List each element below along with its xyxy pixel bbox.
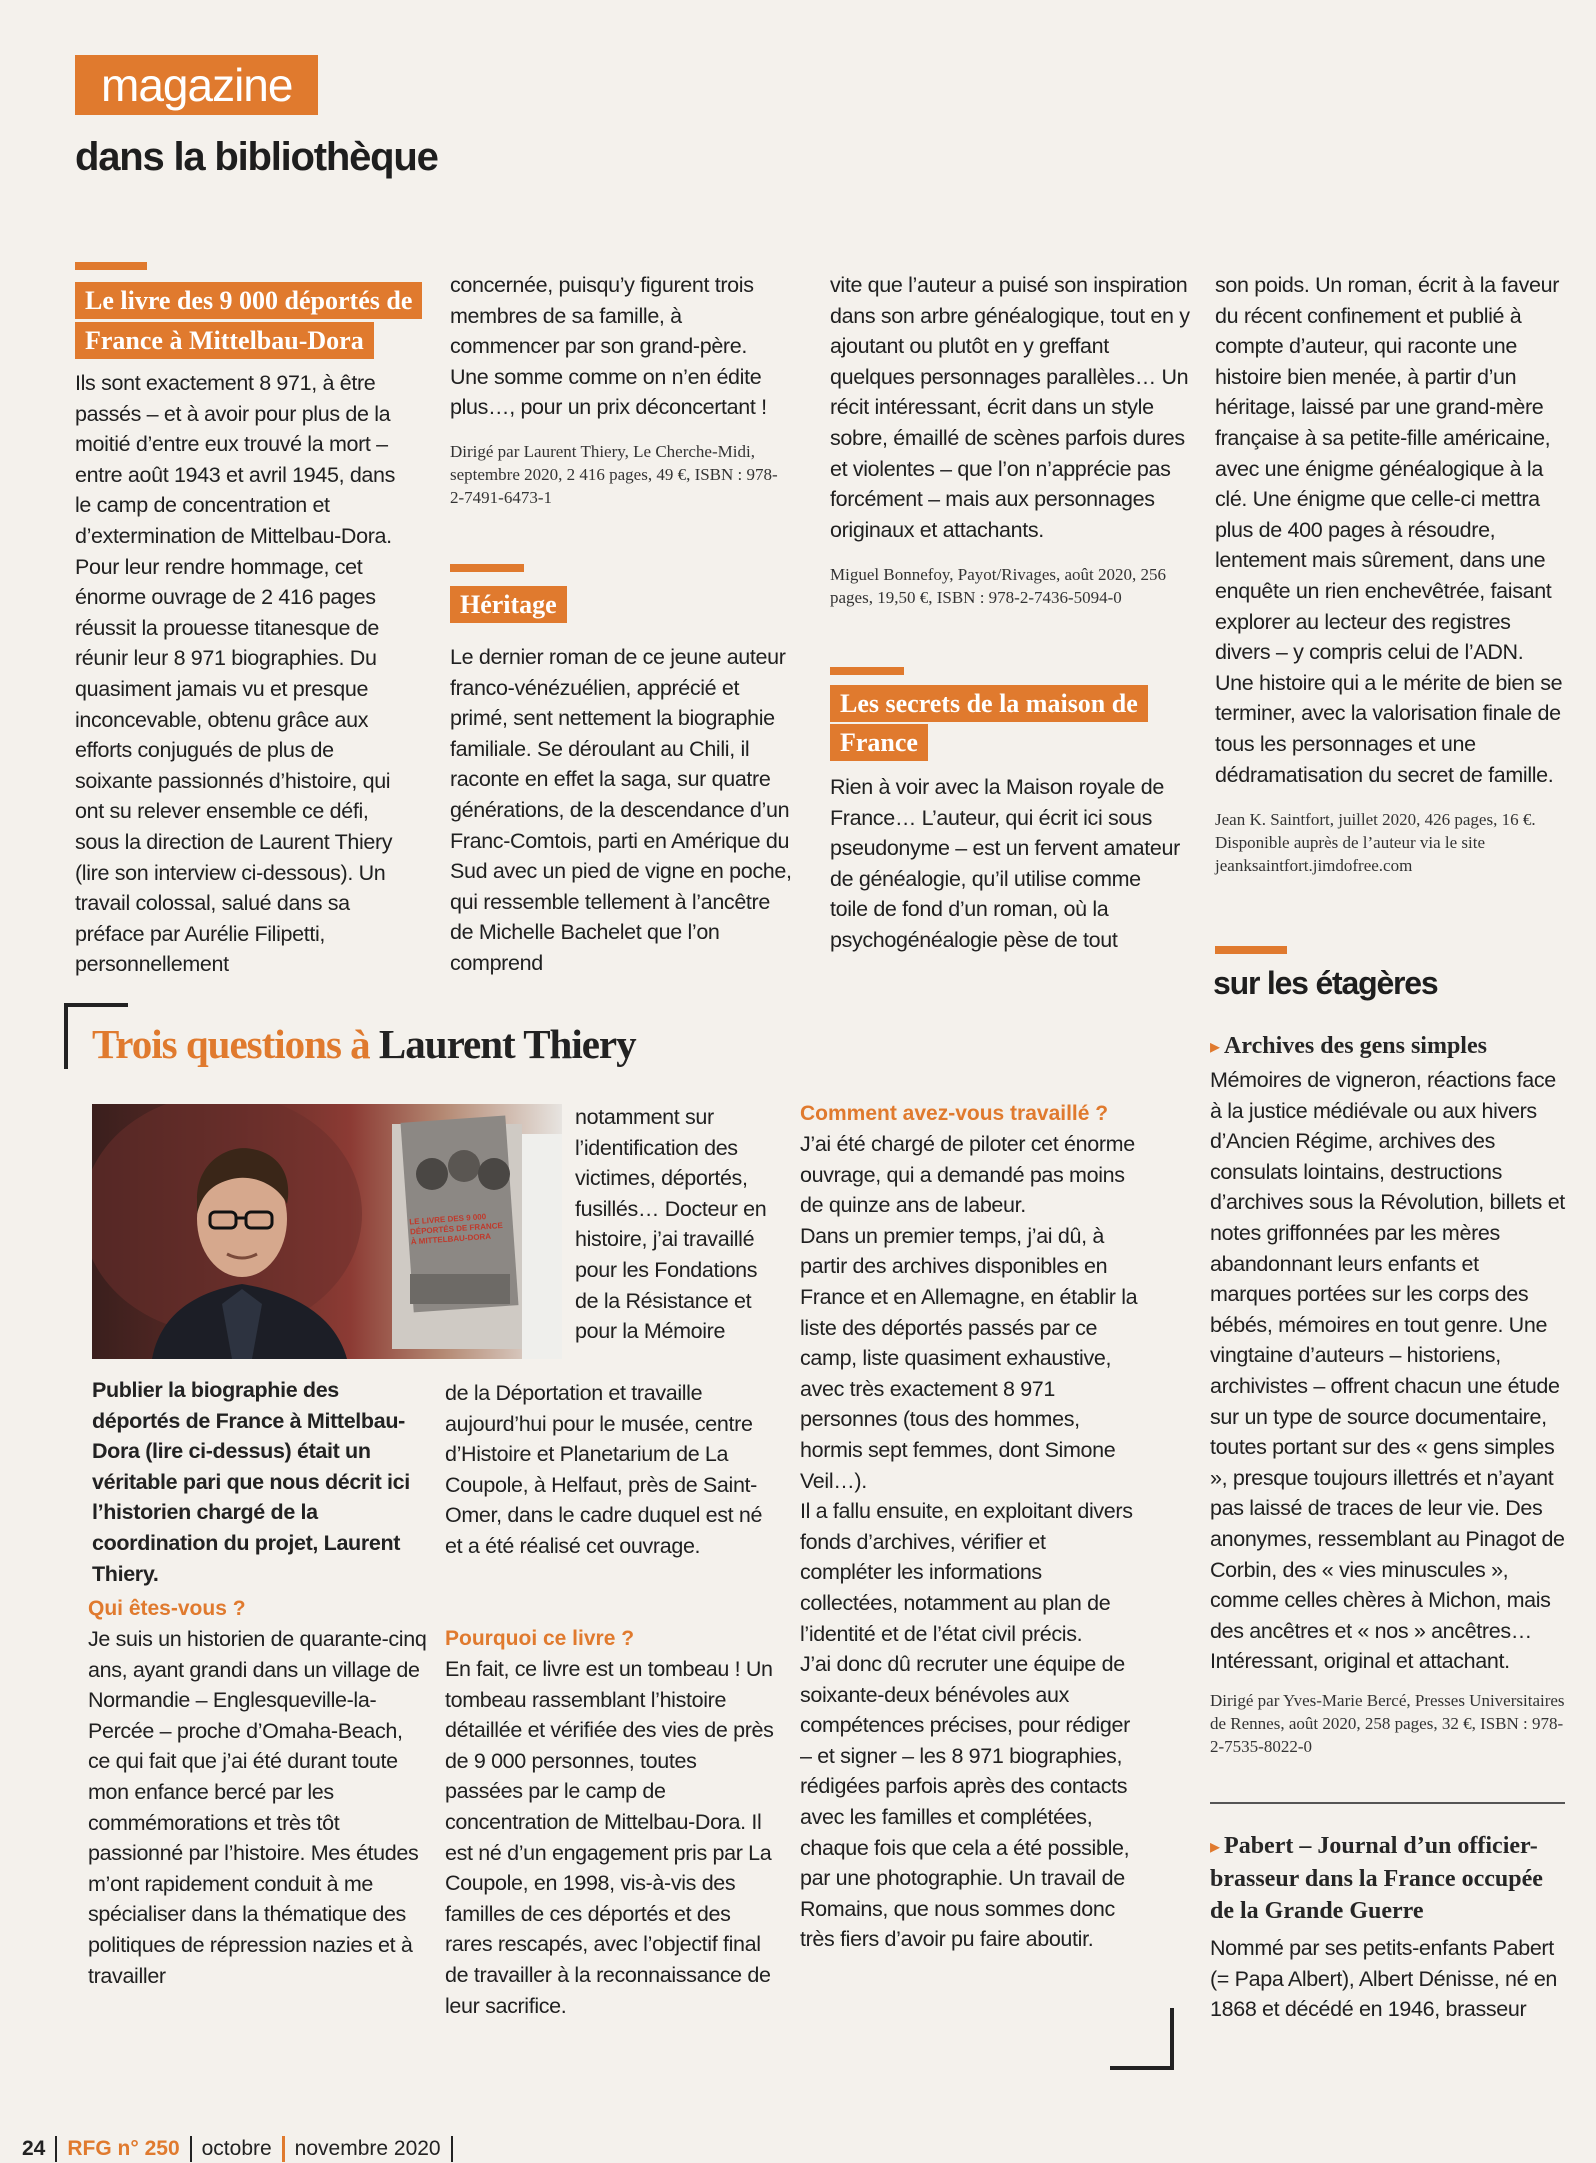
divider (1210, 1802, 1565, 1804)
book-credit: Miguel Bonnefoy, Payot/Rivages, août 2020, 256 pages, 19,50 €, ISBN : 978-2-7436-5094-0 (830, 565, 1167, 607)
article-title (830, 688, 1180, 766)
article-title-text: Le livre des 9 000 déportés de France à Mittelbau-Dora (75, 282, 422, 359)
shelf-item-title: Pabert – Journal d’un officier-brasseur dans la France occupée de la Grande Guerre (1210, 1833, 1543, 1924)
interview-answer-paragraph: J’ai donc dû recruter une équipe de soixante-deux bénévoles aux compétences précises, pour rédiger – et signer – les 8 971 biographies, rédigées parfois après des contacts avec les familles et complétées, chaque fois que cela a été possible, par une photographie. Un travail de Romains, que nous sommes donc très fiers d’avoir pu faire aboutir. (800, 1652, 1130, 1952)
shelf-item-text: Mémoires de vigneron, réactions face à la justice médiévale ou aux hivers d’Ancien Régime, archives des consulats lointains, destructions d’archives sous la Révolution, billets et notes griffonnées par les mères abandonnant leurs enfants et marques portées sur les corps des bébés, mémoires en tout genre. Une vingtaine d’auteurs – historiens, archivistes – offrent chacun une étude sur un type de source documentaire, toutes portant sur des « gens simples », presque toujours illettrés et n’ayant pas laissé de traces de leur vie. Des anonymes, ressemblant au Pinagot de Corbin, des « vies minuscules », comme celles chères à Michon, mais des ancêtres et « nos » ancêtres… Intéressant, original et attachant. (1210, 1068, 1565, 1674)
article-title-text: Les secrets de la maison de France (830, 685, 1148, 761)
issue-month: novembre 2020 (294, 2137, 441, 2160)
frame-corner-bottom-right (1110, 2008, 1174, 2070)
arrow-icon: ▸ (1210, 1036, 1221, 1058)
shelf-item-text: Nommé par ses petits-enfants Pabert (= Papa Albert), Albert Dénisse, né en 1868 et décédé en 1946, brasseur (1210, 1936, 1558, 2022)
section-bar (1215, 946, 1287, 954)
section-bar (830, 667, 904, 675)
issue-month: octobre (201, 2137, 272, 2160)
interview-answer (800, 1129, 1138, 1955)
book-cover-text: LE LIVRE DES 9 000 DÉPORTÉS DE FRANCE À MITTELBAU-DORA (409, 1212, 504, 1247)
article-body: Rien à voir avec la Maison royale de France… L’auteur, qui écrit ici sous pseudonyme – est un fervent amateur de généalogie, qu’il utilise comme toile de fond d’un roman, où la psychogénéalogie pèse de tout (830, 775, 1180, 952)
page-number: 24 (22, 2137, 46, 2160)
footer-separator (190, 2136, 192, 2162)
article-body: Le dernier roman de ce jeune auteur franco-vénézuélien, apprécié et primé, sent nettement la biographie familiale. Se déroulant au Chili, il raconte en effet la saga, sur quatre générations, de la descendance d’un Franc-Comtois, parti en Amérique du Sud avec un pied de vigne en poche, qui ressemble tellement à l’ancêtre de Michelle Bachelet que l’on comprend (450, 645, 792, 975)
interview-answer-paragraph: J’ai été chargé de piloter cet énorme ouvrage, qui a demandé pas moins de quinze ans de labeur. (800, 1132, 1135, 1218)
interview-question: Comment avez-vous travaillé ? (800, 1102, 1109, 1125)
interview-title-name: Laurent Thiery (378, 1021, 636, 1067)
footer-separator (282, 2136, 285, 2162)
interview-title (92, 1020, 636, 1068)
article-body: concernée, puisqu’y figurent trois membres de sa famille, à commencer par son grand-père. Une somme comme on n’en édite plus…, pour un prix déconcertant ! (450, 273, 767, 420)
interview-answer: notamment sur l’identification des victimes, déportés, fusillés… Docteur en histoire, j’ai travaillé pour les Fondations de la Résistance et pour la Mémoire (575, 1105, 767, 1344)
interview-answer: de la Déportation et travaille aujourd’hui pour le musée, centre d’Histoire et Planetarium de La Coupole, à Helfaut, près de Saint-Omer, dans le cadre duquel est né et a été réalisé cet ouvrage. (445, 1381, 763, 1558)
book-credit: Dirigé par Yves-Marie Bercé, Presses Universitaires de Rennes, août 2020, 258 pages, 32 €, ISBN : 978-2-7535-8022-0 (1210, 1690, 1565, 1756)
interview-answer: Je suis un historien de quarante-cinq ans, ayant grandi dans un village de Normandie – Englesqueville-la-Percée – proche d’Omaha-Beach, ce qui fait que j’ai été durant toute mon enfance bercé par les commémorations et très tôt passionné par l’histoire. Mes études m’ont rapidement conduit à me spécialiser dans la thématique des politiques de répression nazies et à travailler (88, 1627, 427, 1988)
article-body: Ils sont exactement 8 971, à être passés – et à avoir pour plus de la moitié d’entre eux trouvé la mort – entre août 1943 et avril 1945, dans le camp de concentration et d’extermination de Mittelbau-Dora. Pour leur rendre hommage, cet énorme ouvrage de 2 416 pages réussit la prouesse titanesque de réunir leur 8 971 biographies. Du quasiment jamais vu et presque inconcevable, obtenu grâce aux efforts conjugués de plus de soixante passionnés d’histoire, qui ont su relever ensemble ce défi, sous la direction de Laurent Thiery (lire son interview ci-dessous). Un travail colossal, salué dans sa préface par Aurélie Filipetti, personnellement (75, 371, 396, 977)
book-credit: Dirigé par Laurent Thiery, Le Cherche-Midi, septembre 2020, 2 416 pages, 49 €, ISBN : 978-2-7491-6473-1 (450, 442, 778, 507)
shelves-title: sur les étagères (1213, 965, 1438, 1001)
interview-qa-1 (88, 1580, 428, 1991)
interview-qa-2 (445, 1610, 775, 2021)
section-bar (450, 564, 524, 572)
interview-question: Pourquoi ce livre ? (445, 1627, 635, 1650)
section-bar (75, 262, 147, 270)
interview-answer-paragraph: Il a fallu ensuite, en exploitant divers fonds d’archives, vérifier et compléter les informations collectées, notamment au plan de l’identité et de l’état civil précis. (800, 1499, 1133, 1646)
article-title-text: Héritage (450, 586, 567, 623)
article-body: son poids. Un roman, écrit à la faveur du récent confinement et publié à compte d’auteur, qui raconte une histoire bien menée, à partir d’un héritage, laissé par une grand-mère française à sa petite-fille américaine, avec une énigme généalogique à la clé. Une énigme que celle-ci mettra plus de 400 pages à résoudre, lentement mais sûrement, dans une enquête un rien enchevêtrée, faisant explorer au lecteur des registres divers – y compris celui de l’ADN. Une histoire qui a le mérite de bien se terminer, avec la valorisation finale de tous les personnages et une dédramatisation du secret de famille. (1215, 273, 1563, 787)
interview-answer-paragraph: Dans un premier temps, j’ai dû, à partir des archives disponibles en France et en Allemagne, en établir la liste des déportés passés par ce camp, liste quasiment exhaustive, avec très exactement 8 971 personnes (tous des hommes, hormis sept femmes, dont Simone Veil…). (800, 1223, 1138, 1493)
arrow-icon: ▸ (1210, 1836, 1221, 1858)
section-title: dans la bibliothèque (75, 135, 438, 179)
interview-qa-3 (800, 1085, 1138, 1955)
article-body: vite que l’auteur a puisé son inspiration dans son arbre généalogique, tout en y ajoutant ou plutôt en y greffant quelques personnages parallèles… Un récit intéressant, écrit dans un style sobre, émaillé de scènes parfois dures et violentes – que l’on n’apprécie pas forcément – mais aux personnages originaux et attachants. (830, 273, 1190, 542)
footer-separator (55, 2136, 57, 2162)
shelf-item-title: Archives des gens simples (1224, 1033, 1487, 1059)
interview-intro: Publier la biographie des déportés de France à Mittelbau-Dora (lire ci-dessus) était un véritable pari que nous décrit ici l’historien chargé de la coordination du projet, Laurent Thiery. (92, 1378, 410, 1586)
magazine-tag: magazine (75, 55, 318, 115)
footer (22, 2136, 453, 2162)
book-credit: Jean K. Saintfort, juillet 2020, 426 pages, 16 €. Disponible auprès de l’auteur via le site jeanksaintfort.jimdofree.com (1215, 810, 1536, 875)
shelf-item (1210, 1030, 1565, 1758)
shelf-item (1210, 1830, 1565, 2025)
author-photo (92, 1104, 562, 1359)
interview-answer: En fait, ce livre est un tombeau ! Un tombeau rassemblant l’histoire détaillée et vérifiée des vies de près de 9 000 personnes, toutes passées par le camp de concentration de Mittelbau-Dora. Il est né d’un engagement pris par La Coupole, en 1998, vis-à-vis des familles de ces déportés et des rares rescapés, avec l’objectif final de travailler à la reconnaissance de leur sacrifice. (445, 1657, 774, 2018)
interview-title-lead: Trois questions à (92, 1021, 370, 1067)
interview-question: Qui êtes-vous ? (88, 1597, 246, 1620)
magazine-issue: RFG n° 250 (67, 2137, 180, 2160)
article-title (450, 589, 567, 629)
article-title (75, 285, 435, 365)
footer-separator (451, 2136, 453, 2162)
